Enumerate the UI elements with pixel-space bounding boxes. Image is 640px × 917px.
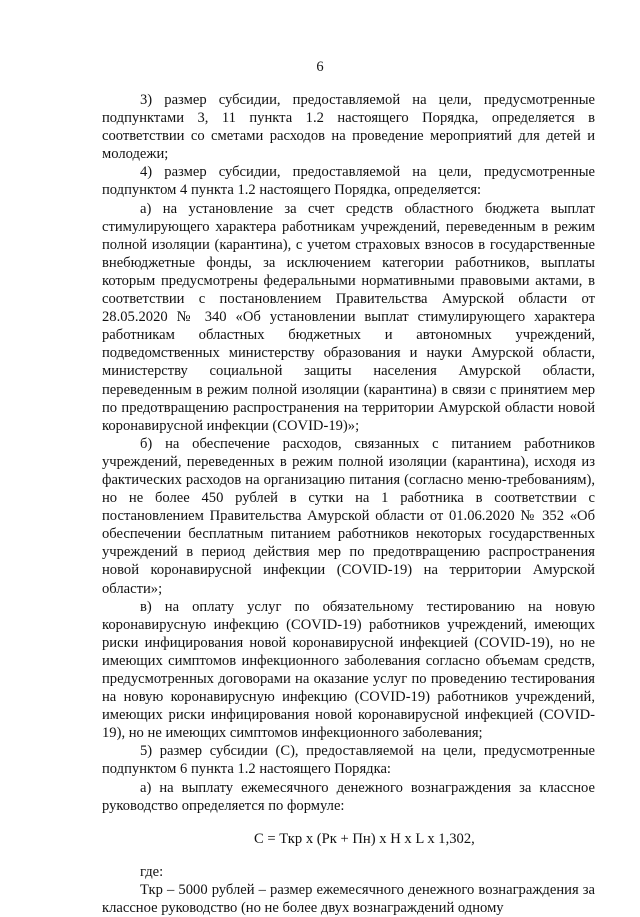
formula-definition: Ткр – 5000 рублей – размер ежемесячного денежного вознаграждения за классное руководство (но не более двух вознаграждений одному	[102, 881, 595, 917]
subsidy-formula: С = Ткр х (Рк + Пн) х Н х L х 1,302,	[254, 830, 475, 847]
paragraph-item-3: 3) размер субсидии, предоставляемой на цели, предусмотренные подпунктами 3, 11 пункта 1.2 настоящего Порядка, определяется в соответствии со сметами расходов на проведение мероприятий для детей и молодежи;	[102, 92, 595, 163]
paragraph-subitem-a-2: а) на выплату ежемесячного денежного вознаграждения за классное руководство определяется по формуле:	[102, 779, 595, 814]
paragraph-item-4: 4) размер субсидии, предоставляемой на цели, предусмотренные подпунктом 4 пункта 1.2 настоящего Порядка, определяется:	[102, 164, 595, 199]
paragraph-subitem-v: в) на оплату услуг по обязательному тестированию на новую коронавирусную инфекцию (COVID-19) работников учреждений, имеющих риски инфицирования новой коронавирусной инфекцией (COVID-19), но не имеющих симптомов инфекционного заболевания согласно объемам средств, предусмотренных договорами на оказание услуг по проведению тестирования на новую коронавирусную инфекцию (COVID-19) работников учреждений, имеющих риски инфицирования новой коронавирусной инфекцией (COVID-19), но не имеющих симптомов инфекционного заболевания;	[102, 598, 595, 742]
document-body	[102, 91, 595, 917]
paragraph-subitem-a: а) на установление за счет средств областного бюджета выплат стимулирующего характера работникам учреждений, переведенным в режим полной изоляции (карантина), с учетом страховых взносов в государственные внебюджетные фонды, за исключением категории работников, выплаты которым предусмотрены федеральными нормативными правовыми актами, в соответствии с постановлением Правительства Амурской области от 28.05.2020 № 340 «Об установлении выплат стимулирующего характера работникам областных бюджетных и автономных учреждений, подведомственных министерству образования и науки Амурской области, министерству социальной защиты населения Амурской области, переведенным в режим полной изоляции (карантина) в связи с принятием мер по предотвращению распространения на территории Амурской области новой коронавирусной инфекции (COVID-19)»;	[102, 200, 595, 434]
page-number: 6	[316, 59, 324, 75]
where-label: где:	[140, 863, 164, 880]
paragraph-subitem-b: б) на обеспечение расходов, связанных с питанием работников учреждений, переведенных в режим полной изоляции (карантина), исходя из фактических расходов на организацию питания (согласно меню-требованиям), но не более 450 рублей в сутки на 1 работника в соответствии с постановлением Правительства Амурской области от 01.06.2020 № 352 «Об обеспечении бесплатным питанием работников некоторых государственных учреждений в период действия мер по предотвращению распространения новой коронавирусной инфекции (COVID-19) на территории Амурской области»;	[102, 435, 595, 597]
paragraph-item-5: 5) размер субсидии (С), предоставляемой на цели, предусмотренные подпунктом 6 пункта 1.2 настоящего Порядка:	[102, 743, 595, 778]
